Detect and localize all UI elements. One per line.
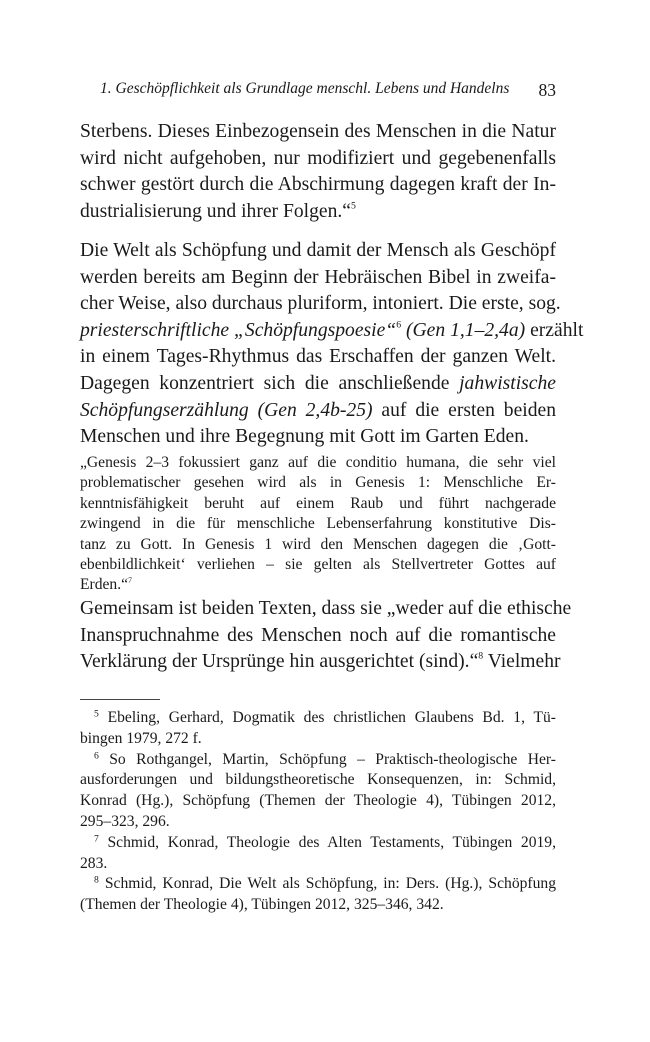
paragraph-4 <box>80 596 572 676</box>
text-span: dustrialisierung und ihrer Folgen.“ <box>80 200 351 222</box>
quote-line: tanz zu Gott. In Genesis 1 wird den Menschen dagegen die ‚Gott- <box>80 535 556 553</box>
footnote-divider <box>80 699 160 700</box>
text-line <box>80 318 584 345</box>
text-line <box>80 649 561 676</box>
text-line: in einem Tages-Rhythmus das Erschaffen der ganzen Welt. <box>80 346 556 368</box>
paragraph-1 <box>80 119 556 225</box>
italic-term: jahwistische <box>459 372 556 394</box>
quote-line <box>80 575 556 595</box>
footnote-number: 7 <box>94 833 99 845</box>
text-line <box>80 398 556 425</box>
footnote-ref-8[interactable]: 8 <box>478 650 484 662</box>
footnote-number: 8 <box>94 875 99 887</box>
italic-term: Schöpfungserzählung (Gen 2,4b-25) <box>80 399 373 421</box>
text-span: Dagegen konzentriert sich die anschließende <box>80 372 460 394</box>
footnote-8 <box>80 874 556 916</box>
quote-line: zwingend in die für menschliche Lebenserfahrung konstitutive Dis- <box>80 515 556 533</box>
text-line: Die Welt als Schöpfung und damit der Mensch als Geschöpf <box>80 240 556 261</box>
quote-line: problematischer gesehen wird als in Genesis 1: Menschliche Er- <box>80 474 556 492</box>
quote-line: ebenbildlichkeit‘ verliehen – sie gelten als Stellvertreter Gottes auf <box>80 556 556 574</box>
page-number: 83 <box>538 80 556 100</box>
footnote-ref-6[interactable]: 6 <box>396 319 402 331</box>
footnote-line: 295–323, 296. <box>80 812 170 830</box>
footnote-line: 283. <box>80 854 108 872</box>
text-span: Erden.“ <box>80 576 129 594</box>
text-span: Verklärung der Ursprünge hin ausgerichtet (sind).“ <box>80 651 479 673</box>
footnote-5 <box>80 708 556 750</box>
text-line: Inanspruchnahme des Menschen noch auf die romantische <box>80 624 556 646</box>
text-line: Gemeinsam ist beiden Texten, dass sie „weder auf die ethische <box>80 598 572 619</box>
quote-line: kenntnisfähigkeit beruht auf einem Raub und führt nachgerade <box>80 494 556 512</box>
italic-term: priesterschriftliche „Schöpfungspoesie“ <box>80 319 397 341</box>
text-line: schwer gestört durch die Abschirmung dagegen kraft der In- <box>80 174 556 196</box>
footnote-line <box>80 708 556 729</box>
block-quote <box>80 453 556 596</box>
text-span: Schmid, Konrad, Die Welt als Schöpfung, in: Ders. (Hg.), Schöpfung <box>98 875 556 893</box>
footnote-line <box>80 833 556 854</box>
footnote-line: (Themen der Theologie 4), Tübingen 2012, 325–346, 342. <box>80 896 444 914</box>
footnote-line <box>80 750 556 771</box>
running-title: 1. Geschöpflichkeit als Grundlage menschl. Lebens und Handelns <box>100 80 510 97</box>
text-span: Ebeling, Gerhard, Dogmatik des christlichen Glaubens Bd. 1, Tü- <box>98 709 556 726</box>
text-span: auf die ersten beiden <box>372 399 556 421</box>
footnote-line: Konrad (Hg.), Schöpfung (Themen der Theologie 4), Tübingen 2012, <box>80 792 556 810</box>
page-header <box>80 80 556 104</box>
footnote-number: 5 <box>94 708 99 720</box>
text-line: Menschen und ihre Begegnung mit Gott im Garten Eden. <box>80 426 529 448</box>
footnote-6 <box>80 750 556 833</box>
text-line <box>80 371 556 398</box>
footnote-line: bingen 1979, 272 f. <box>80 729 202 747</box>
text-line: wird nicht aufgehoben, nur modifiziert und gegebenenfalls <box>80 147 556 169</box>
footnote-ref-5[interactable]: 5 <box>351 200 356 212</box>
text-span: Vielmehr <box>483 651 561 673</box>
text-span: Schmid, Konrad, Theologie des Alten Testaments, Tübingen 2019, <box>98 833 556 851</box>
footnote-7 <box>80 833 556 875</box>
footnotes <box>80 708 556 916</box>
text-line: Sterbens. Dieses Einbezogensein des Menschen in die Natur <box>80 121 556 142</box>
quote-line: „Genesis 2–3 fokussiert ganz auf die conditio humana, die sehr viel <box>80 454 556 471</box>
footnote-ref-7[interactable]: 7 <box>128 575 132 585</box>
footnote-line: ausforderungen und bildungstheoretische Konsequenzen, in: Schmid, <box>80 771 556 789</box>
text-line <box>80 199 556 226</box>
text-line: cher Weise, also durchaus pluriform, intoniert. Die erste, sog. <box>80 293 561 315</box>
text-span: So Rothgangel, Martin, Schöpfung – Praktisch-theologische Her- <box>98 750 556 768</box>
text-span: erzählt <box>525 319 584 341</box>
italic-ref: (Gen 1,1–2,4a) <box>401 319 526 341</box>
text-line: werden bereits am Beginn der Hebräischen Bibel in zweifa- <box>80 266 556 288</box>
paragraph-2 <box>80 238 584 451</box>
footnote-number: 6 <box>94 750 99 762</box>
footnote-line <box>80 874 556 895</box>
